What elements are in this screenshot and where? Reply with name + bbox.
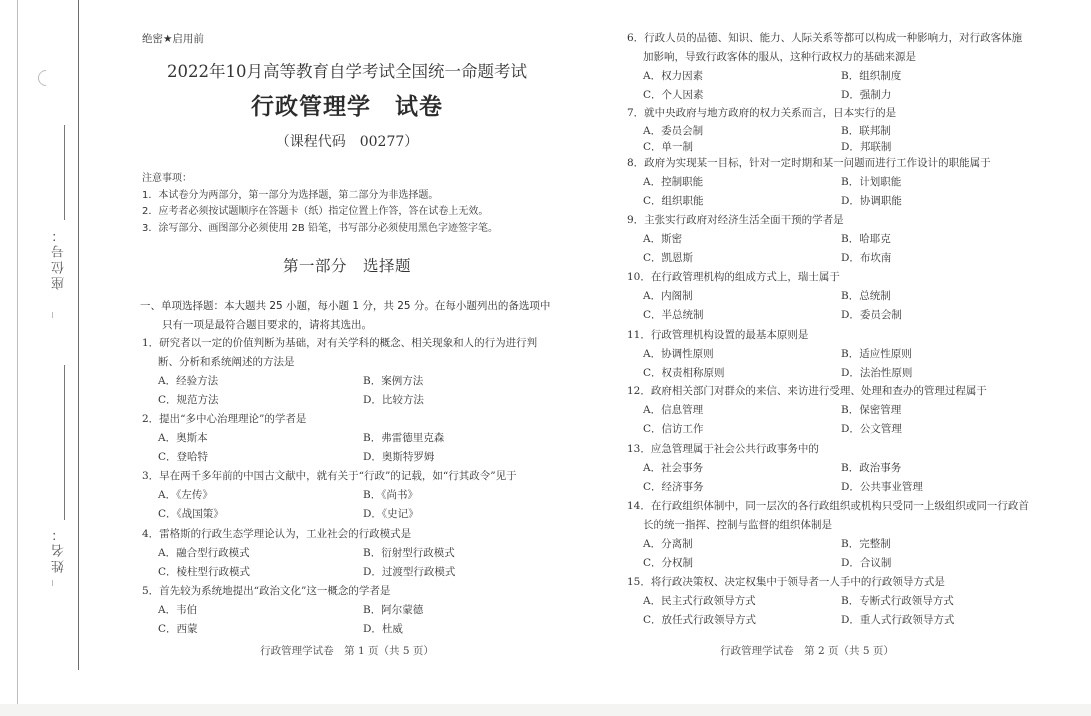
option-b: B．案例方法 xyxy=(363,375,424,387)
course-code: （课程代码 00277） xyxy=(275,134,419,150)
question-stem: 3．早在两千多年前的中国古文献中，就有关于“行政”的记载，如“行其政令”见于 xyxy=(142,470,517,482)
option-d: D．布坎南 xyxy=(841,252,892,264)
option-c: C．权责相称原则 xyxy=(643,367,725,379)
secret-mark: 绝密★启用前 xyxy=(142,33,204,45)
option-d: D．公共事业管理 xyxy=(841,481,923,493)
question-2 xyxy=(142,410,568,467)
question-stem: 1．研究者以一定的价值判断为基础，对有关学科的概念、相关现象和人的行为进行判 xyxy=(142,337,538,349)
question-stem: 6．行政人员的品德、知识、能力、人际关系等都可以构成一种影响力，对行政客体施 xyxy=(627,32,1023,44)
margin-tick xyxy=(52,580,53,586)
question-stem: 5．首先较为系统地提出“政治文化”这一概念的学者是 xyxy=(142,585,391,597)
question-stem-cont: 断、分析和系统阐述的方法是 xyxy=(158,356,295,368)
name-label: 姓名： xyxy=(52,525,67,573)
option-a: A．分离制 xyxy=(643,538,693,550)
option-b: B．阿尔蒙德 xyxy=(363,604,424,616)
option-b: B．《尚书》 xyxy=(363,489,418,501)
question-13 xyxy=(627,440,1039,497)
question-12 xyxy=(627,382,1039,439)
part-title: 第一部分 选择题 xyxy=(282,257,411,275)
note-item: 3．涂写部分、画图部分必须使用 2B 铅笔，书写部分必须使用黑色字迹签字笔。 xyxy=(142,222,498,234)
option-d: D．过渡型行政模式 xyxy=(363,566,456,578)
option-b: B．计划职能 xyxy=(841,176,902,188)
option-c: C．《战国策》 xyxy=(158,508,224,520)
option-a: A．经验方法 xyxy=(158,375,219,387)
option-b: B．专断式行政领导方式 xyxy=(841,595,954,607)
question-14 xyxy=(627,497,1039,573)
option-b: B．弗雷德里克森 xyxy=(363,432,445,444)
option-d: D．比较方法 xyxy=(363,394,424,406)
option-c: C．西蒙 xyxy=(158,623,198,635)
option-c: C．分权制 xyxy=(643,557,694,569)
option-b: B．衍射型行政模式 xyxy=(363,547,455,559)
question-stem-cont: 加影响，导致行政客体的服从，这种行政权力的基础来源是 xyxy=(643,51,916,63)
section-heading xyxy=(140,297,552,335)
option-a: A．韦伯 xyxy=(158,604,198,616)
question-stem: 8．政府为实现某一目标，针对一定时期和某一问题而进行工作设计的职能属于 xyxy=(627,157,991,169)
option-a: A．信息管理 xyxy=(643,404,704,416)
subject-title: 行政管理学 试卷 xyxy=(251,94,443,120)
question-1 xyxy=(142,334,568,410)
note-item: 2．应考者必须按试题顺序在答题卡（纸）指定位置上作答，答在试卷上无效。 xyxy=(142,206,489,217)
question-stem: 15．将行政决策权、决定权集中于领导者一人手中的行政领导方式是 xyxy=(627,576,945,588)
margin-tick xyxy=(52,312,53,318)
page-footer: 行政管理学试卷 第 1 页（共 5 页） xyxy=(260,645,434,657)
option-d: D．邦联制 xyxy=(841,141,892,153)
option-b: B．完整制 xyxy=(841,538,891,550)
option-a: A．民主式行政领导方式 xyxy=(643,595,756,607)
option-c: C．个人因素 xyxy=(643,89,704,101)
option-c: C．棱柱型行政模式 xyxy=(158,566,251,578)
option-c: C．单一制 xyxy=(643,141,694,153)
question-9 xyxy=(627,211,1039,268)
option-a: A．斯密 xyxy=(643,233,683,245)
option-c: C．登哈特 xyxy=(158,451,209,463)
question-stem: 7．就中央政府与地方政府的权力关系而言，日本实行的是 xyxy=(627,107,897,119)
option-a: A．控制职能 xyxy=(643,176,704,188)
option-c: C．半总统制 xyxy=(643,309,704,321)
question-8 xyxy=(627,154,1039,211)
option-b: B．总统制 xyxy=(841,290,891,302)
option-c: C．经济事务 xyxy=(643,481,704,493)
question-stem-cont: 长的统一指挥、控制与监督的组织体制是 xyxy=(643,519,832,531)
question-10 xyxy=(627,268,1039,325)
notes-heading: 注意事项： xyxy=(142,173,192,184)
option-d: D．《史记》 xyxy=(363,508,419,520)
page-footer: 行政管理学试卷 第 2 页（共 5 页） xyxy=(720,645,894,657)
option-c: C．放任式行政领导方式 xyxy=(643,614,757,626)
option-a: A．奥斯本 xyxy=(158,432,208,444)
option-d: D．委员会制 xyxy=(841,309,902,321)
option-a: A．社会事务 xyxy=(643,462,704,474)
question-stem: 9．主张实行政府对经济生活全面干预的学者是 xyxy=(627,214,844,226)
section-heading-line1: 一、单项选择题：本大题共 25 小题，每小题 1 分，共 25 分。在每小题列出的备选项中 xyxy=(140,300,551,312)
option-b: B．联邦制 xyxy=(841,125,891,137)
scan-bottom-edge xyxy=(0,704,1091,716)
option-c: C．凯恩斯 xyxy=(643,252,694,264)
question-7 xyxy=(627,104,1039,155)
option-d: D．法治性原则 xyxy=(841,367,913,379)
question-3 xyxy=(142,467,568,524)
option-d: D．强制力 xyxy=(841,89,892,101)
option-a: A．委员会制 xyxy=(643,125,704,137)
note-item: 1．本试卷分为两部分，第一部分为选择题，第二部分为非选择题。 xyxy=(142,189,439,201)
option-d: D．公文管理 xyxy=(841,423,902,435)
question-5 xyxy=(142,582,568,639)
question-stem: 14．在行政组织体制中，同一层次的各行政组织或机构只受同一上级组织或同一行政首 xyxy=(627,500,1029,512)
option-b: B．哈耶克 xyxy=(841,233,891,245)
name-fill-line xyxy=(64,365,65,520)
option-a: A．《左传》 xyxy=(158,489,213,501)
option-d: D．重人式行政领导方式 xyxy=(841,614,955,626)
exam-title: 2022年10月高等教育自学考试全国统一命题考试 xyxy=(167,62,527,81)
binding-inner-line xyxy=(78,0,79,670)
binding-outer-line xyxy=(17,0,18,708)
question-stem: 13．应急管理属于社会公共行政事务中的 xyxy=(627,443,819,455)
option-c: C．规范方法 xyxy=(158,394,219,406)
question-4 xyxy=(142,525,568,582)
seat-fill-line xyxy=(64,125,65,220)
question-11 xyxy=(627,326,1039,383)
punch-hole-mark xyxy=(35,67,58,90)
option-b: B．政治事务 xyxy=(841,462,902,474)
option-c: C．组织职能 xyxy=(643,195,704,207)
question-stem: 12．政府相关部门对群众的来信、来访进行受理、处理和查办的管理过程属于 xyxy=(627,385,987,397)
question-15 xyxy=(627,573,1039,630)
question-6 xyxy=(627,29,1039,105)
option-d: D．合议制 xyxy=(841,557,892,569)
option-a: A．协调性原则 xyxy=(643,348,714,360)
option-b: B．组织制度 xyxy=(841,70,902,82)
option-a: A．内阁制 xyxy=(643,290,693,302)
seat-label: 座位号： xyxy=(52,226,67,290)
option-a: A．权力因素 xyxy=(643,70,704,82)
question-stem: 4．雷格斯的行政生态学理论认为，工业社会的行政模式是 xyxy=(142,528,412,540)
option-b: B．适应性原则 xyxy=(841,348,912,360)
question-stem: 11．行政管理机构设置的最基本原则是 xyxy=(627,329,809,341)
question-stem: 2．提出“多中心治理理论”的学者是 xyxy=(142,413,307,425)
option-a: A．融合型行政模式 xyxy=(158,547,250,559)
option-c: C．信访工作 xyxy=(643,423,704,435)
option-d: D．杜威 xyxy=(363,623,403,635)
section-heading-line2: 只有一项是最符合题目要求的，请将其选出。 xyxy=(162,319,372,331)
option-b: B．保密管理 xyxy=(841,404,902,416)
exam-notes xyxy=(142,171,498,237)
option-d: D．奥斯特罗姆 xyxy=(363,451,435,463)
question-stem: 10．在行政管理机构的组成方式上，瑞士属于 xyxy=(627,271,840,283)
option-d: D．协调职能 xyxy=(841,195,902,207)
